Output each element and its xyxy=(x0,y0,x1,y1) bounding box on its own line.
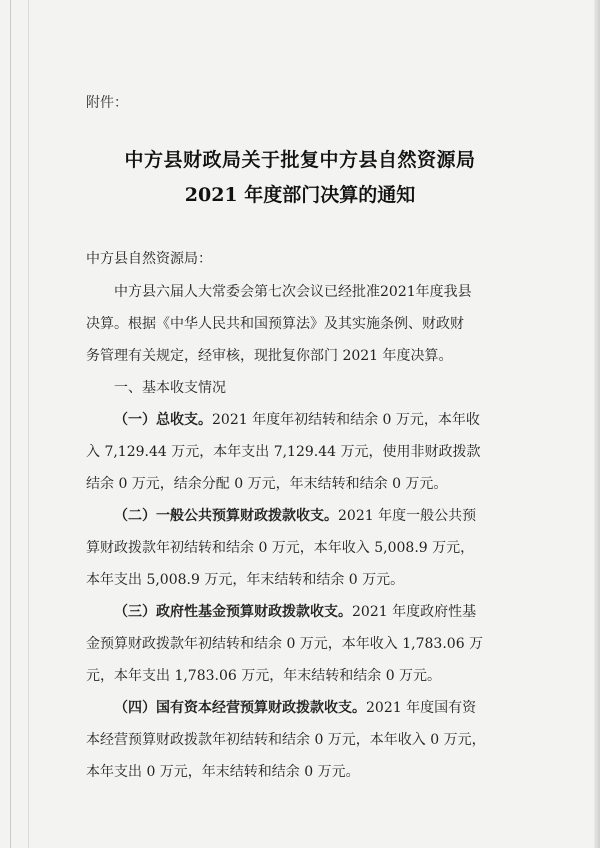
item-line: 元，本年支出 1,783.06 万元，年末结转和结余 0 万元。 xyxy=(86,668,442,684)
item-text: 2021 年度国有资 xyxy=(366,700,477,716)
item-line: 本年支出 5,008.9 万元，年末结转和结余 0 万元。 xyxy=(86,572,405,588)
item-line: 入 7,129.44 万元，本年支出 7,129.44 万元，使用非财政拨款 xyxy=(86,444,481,460)
salutation: 中方县自然资源局： xyxy=(86,251,212,267)
document-title-line-2: 2021 年度部门决算的通知 xyxy=(184,184,416,206)
item-heading: （四）国有资本经营预算财政拨款收支。 xyxy=(114,700,366,716)
item-heading: （三）政府性基金预算财政拨款收支。 xyxy=(114,604,352,620)
page-edge-shadow xyxy=(594,0,600,848)
intro-line: 中方县六届人大常委会第七次会议已经批准2021年度我县 xyxy=(114,284,472,300)
item-text: 2021 年度年初结转和结余 0 万元，本年收 xyxy=(212,412,480,428)
item-heading: （二）一般公共预算财政拨款收支。 xyxy=(114,508,338,524)
item-text: 2021 年度一般公共预 xyxy=(338,508,477,524)
item-line: 金预算财政拨款年初结转和结余 0 万元，本年收入 1,783.06 万 xyxy=(86,636,484,652)
item-line: 结余 0 万元，结余分配 0 万元，年末结转和结余 0 万元。 xyxy=(86,476,448,492)
item-text: 2021 年度政府性基 xyxy=(352,604,477,620)
section-heading: 一、基本收支情况 xyxy=(114,380,226,396)
item-line: 本经营预算财政拨款年初结转和结余 0 万元，本年收入 0 万元， xyxy=(86,732,486,748)
item-first-line xyxy=(114,601,476,621)
document-title-line-1: 中方县财政局关于批复中方县自然资源局 xyxy=(124,149,476,171)
item-line: 算财政拨款年初结转和结余 0 万元，本年收入 5,008.9 万元， xyxy=(86,540,475,556)
item-line: 本年支出 0 万元，年末结转和结余 0 万元。 xyxy=(86,764,360,780)
intro-line: 务管理有关规定，经审核，现批复你部门 2021 年度决算。 xyxy=(86,348,453,364)
page-fold-line xyxy=(10,0,11,848)
attachment-label: 附件： xyxy=(86,95,128,111)
page-fold-line xyxy=(28,0,29,848)
item-first-line xyxy=(114,409,480,429)
item-first-line xyxy=(114,505,476,525)
item-heading: （一）总收支。 xyxy=(114,412,212,428)
item-first-line xyxy=(114,697,476,717)
intro-line: 决算。根据《中华人民共和国预算法》及其实施条例、财政财 xyxy=(86,316,464,332)
